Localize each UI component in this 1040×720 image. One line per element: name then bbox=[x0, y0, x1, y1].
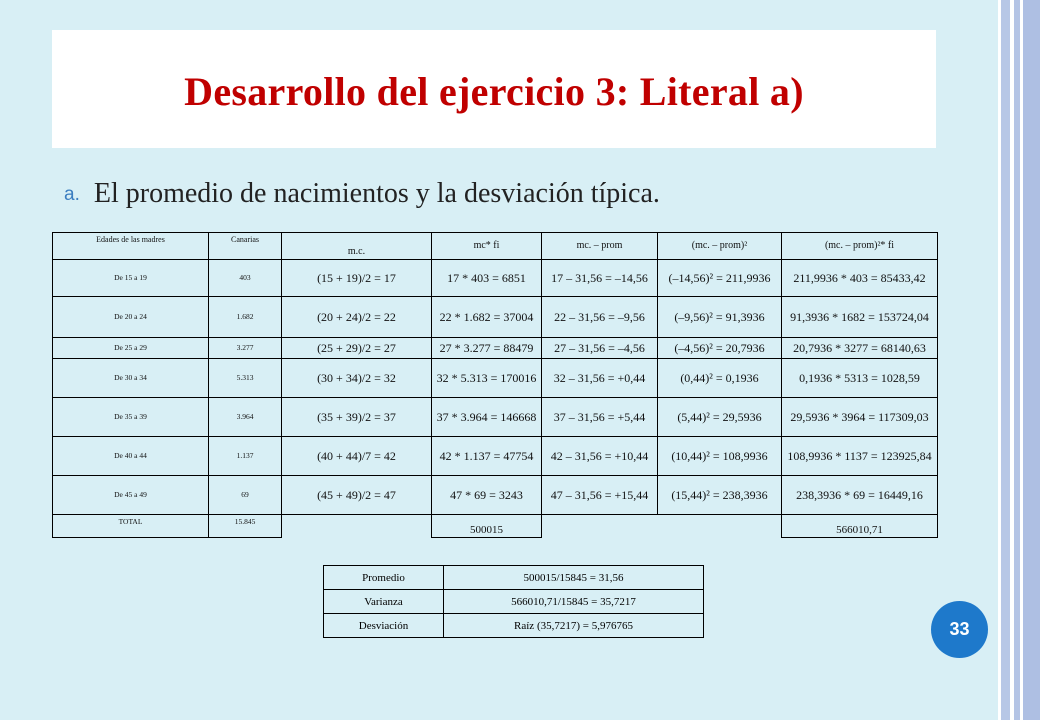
table-cell: 22 – 31,56 = –9,56 bbox=[542, 297, 658, 338]
total-label: TOTAL bbox=[53, 515, 209, 538]
table-row bbox=[53, 297, 938, 338]
table-cell: 47 – 31,56 = +15,44 bbox=[542, 476, 658, 515]
empty-cell bbox=[282, 515, 432, 538]
header-cell: Edades de las madres bbox=[53, 233, 209, 260]
empty-cell bbox=[658, 515, 782, 538]
header-cell: (mc. – prom)² bbox=[658, 233, 782, 260]
header-cell: (mc. – prom)²* fi bbox=[782, 233, 938, 260]
bullet-marker: a. bbox=[64, 184, 80, 205]
table-cell: 69 bbox=[209, 476, 282, 515]
table-cell: 3.964 bbox=[209, 398, 282, 437]
table-cell: De 45 a 49 bbox=[53, 476, 209, 515]
table-row bbox=[53, 338, 938, 359]
summary-label: Desviación bbox=[324, 614, 444, 638]
bullet-text: El promedio de nacimientos y la desviación típica. bbox=[93, 178, 660, 209]
table-cell: 32 – 31,56 = +0,44 bbox=[542, 359, 658, 398]
table-cell: 37 – 31,56 = +5,44 bbox=[542, 398, 658, 437]
summary-row bbox=[324, 566, 704, 590]
table-cell: (35 + 39)/2 = 37 bbox=[282, 398, 432, 437]
table-cell: 17 * 403 = 6851 bbox=[432, 260, 542, 297]
bullet-item bbox=[64, 178, 660, 210]
table-cell: (40 + 44)/7 = 42 bbox=[282, 437, 432, 476]
summary-row bbox=[324, 590, 704, 614]
table-cell: 108,9936 * 1137 = 123925,84 bbox=[782, 437, 938, 476]
table-cell: 27 * 3.277 = 88479 bbox=[432, 338, 542, 359]
table-cell: 42 * 1.137 = 47754 bbox=[432, 437, 542, 476]
table-cell: De 20 a 24 bbox=[53, 297, 209, 338]
table-cell: 29,5936 * 3964 = 117309,03 bbox=[782, 398, 938, 437]
header-cell: Canarias bbox=[209, 233, 282, 260]
table-row bbox=[53, 260, 938, 297]
table-cell: 27 – 31,56 = –4,56 bbox=[542, 338, 658, 359]
empty-cell bbox=[542, 515, 658, 538]
table-cell: 211,9936 * 403 = 85433,42 bbox=[782, 260, 938, 297]
summary-table bbox=[323, 565, 704, 638]
table-cell: 32 * 5.313 = 170016 bbox=[432, 359, 542, 398]
table-cell: (20 + 24)/2 = 22 bbox=[282, 297, 432, 338]
table-cell: (25 + 29)/2 = 27 bbox=[282, 338, 432, 359]
border-stripe bbox=[1001, 0, 1010, 720]
total-canarias: 15.845 bbox=[209, 515, 282, 538]
table-header-row bbox=[53, 233, 938, 260]
table-cell: De 35 a 39 bbox=[53, 398, 209, 437]
table-cell: De 25 a 29 bbox=[53, 338, 209, 359]
table-cell: 5.313 bbox=[209, 359, 282, 398]
table-cell: 20,7936 * 3277 = 68140,63 bbox=[782, 338, 938, 359]
slide-title: Desarrollo del ejercicio 3: Literal a) bbox=[184, 69, 804, 114]
frequency-table bbox=[52, 232, 938, 538]
table-cell: (–4,56)² = 20,7936 bbox=[658, 338, 782, 359]
table-row bbox=[53, 359, 938, 398]
summary-value: 500015/15845 = 31,56 bbox=[444, 566, 704, 590]
table-cell: (0,44)² = 0,1936 bbox=[658, 359, 782, 398]
table-cell: 42 – 31,56 = +10,44 bbox=[542, 437, 658, 476]
table-cell: (5,44)² = 29,5936 bbox=[658, 398, 782, 437]
table-cell: (–14,56)² = 211,9936 bbox=[658, 260, 782, 297]
table-cell: 403 bbox=[209, 260, 282, 297]
table-cell: 37 * 3.964 = 146668 bbox=[432, 398, 542, 437]
table-cell: De 40 a 44 bbox=[53, 437, 209, 476]
header-cell: m.c. bbox=[282, 233, 432, 260]
table-cell: 91,3936 * 1682 = 153724,04 bbox=[782, 297, 938, 338]
header-cell: mc. – prom bbox=[542, 233, 658, 260]
table-cell: De 30 a 34 bbox=[53, 359, 209, 398]
table-cell: (15,44)² = 238,3936 bbox=[658, 476, 782, 515]
table-cell: (30 + 34)/2 = 32 bbox=[282, 359, 432, 398]
table-total-row bbox=[53, 515, 938, 538]
table-row bbox=[53, 398, 938, 437]
summary-label: Promedio bbox=[324, 566, 444, 590]
table-cell: 0,1936 * 5313 = 1028,59 bbox=[782, 359, 938, 398]
table-cell: 1.682 bbox=[209, 297, 282, 338]
summary-value: 566010,71/15845 = 35,7217 bbox=[444, 590, 704, 614]
summary-label: Varianza bbox=[324, 590, 444, 614]
title-box bbox=[52, 30, 936, 148]
table-cell: 47 * 69 = 3243 bbox=[432, 476, 542, 515]
table-cell: 238,3936 * 69 = 16449,16 bbox=[782, 476, 938, 515]
table-cell: (10,44)² = 108,9936 bbox=[658, 437, 782, 476]
table-row bbox=[53, 476, 938, 515]
border-stripe bbox=[1023, 0, 1040, 720]
table-cell: 1.137 bbox=[209, 437, 282, 476]
table-cell: (–9,56)² = 91,3936 bbox=[658, 297, 782, 338]
table-cell: 22 * 1.682 = 37004 bbox=[432, 297, 542, 338]
page-number-badge: 33 bbox=[931, 601, 988, 658]
table-cell: De 15 a 19 bbox=[53, 260, 209, 297]
total-mc-fi: 500015 bbox=[432, 515, 542, 538]
summary-value: Raíz (35,7217) = 5,976765 bbox=[444, 614, 704, 638]
table-cell: (45 + 49)/2 = 47 bbox=[282, 476, 432, 515]
table-cell: 3.277 bbox=[209, 338, 282, 359]
table-cell: (15 + 19)/2 = 17 bbox=[282, 260, 432, 297]
total-sq-fi: 566010,71 bbox=[782, 515, 938, 538]
table-cell: 17 – 31,56 = –14,56 bbox=[542, 260, 658, 297]
table-row bbox=[53, 437, 938, 476]
summary-row bbox=[324, 614, 704, 638]
header-cell: mc* fi bbox=[432, 233, 542, 260]
